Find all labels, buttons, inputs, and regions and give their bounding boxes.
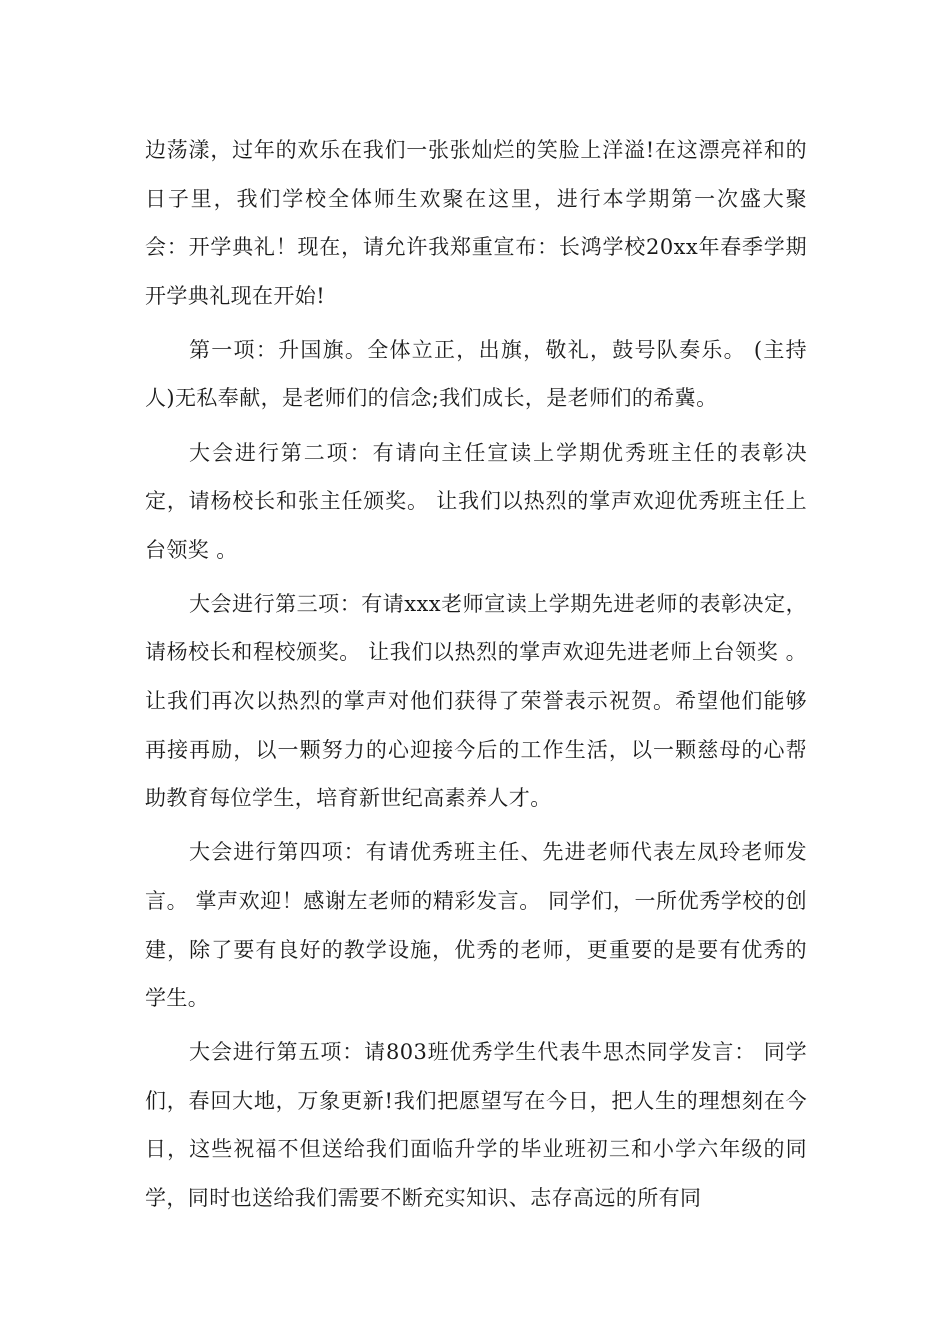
paragraph-item-1-flag-raising: 第一项：升国旗。全体立正，出旗，敬礼，鼓号队奏乐。 (主持人)无私奉献，是老师们的信念;我们成长，是老师们的希冀。 — [145, 337, 807, 411]
paragraph-item-4-teacher-speech: 大会进行第四项：有请优秀班主任、先进老师代表左凤玲老师发言。 掌声欢迎！感谢左老师的精彩发言。 同学们，一所优秀学校的创建，除了要有良好的教学设施，优秀的老师，更重要的是要有优秀的学生。 — [145, 840, 807, 1011]
paragraph-item-2-head-teacher-awards: 大会进行第二项：有请向主任宣读上学期优秀班主任的表彰决定，请杨校长和张主任颁奖。 让我们以热烈的掌声欢迎优秀班主任上台领奖 。 — [145, 440, 807, 562]
paragraph-item-3-teacher-awards: 大会进行第三项：有请xxx老师宣读上学期先进老师的表彰决定，请杨校长和程校颁奖。 让我们以热烈的掌声欢迎先进老师上台领奖 。 让我们再次以热烈的掌声对他们获得了荣誉表示祝贺。希望他们能够再接再励，以一颗努力的心迎接今后的工作生活，以一颗慈母的心帮助教育每位学生，培育新世纪高素养人才。 — [145, 591, 807, 811]
document-body — [145, 126, 807, 1228]
paragraph-opening-continuation: 边荡漾，过年的欢乐在我们一张张灿烂的笑脸上洋溢!在这漂亮祥和的日子里，我们学校全体师生欢聚在这里，进行本学期第一次盛大聚会：开学典礼！现在，请允许我郑重宣布：长鸿学校20xx年春季学期开学典礼现在开始! — [145, 138, 807, 308]
paragraph-item-5-student-speech: 大会进行第五项：请803班优秀学生代表牛思杰同学发言： 同学们，春回大地，万象更新!我们把愿望写在今日，把人生的理想刻在今日，这些祝福不但送给我们面临升学的毕业班初三和小学六年级的同学，同时也送给我们需要不断充实知识、志存高远的所有同 — [145, 1040, 807, 1210]
